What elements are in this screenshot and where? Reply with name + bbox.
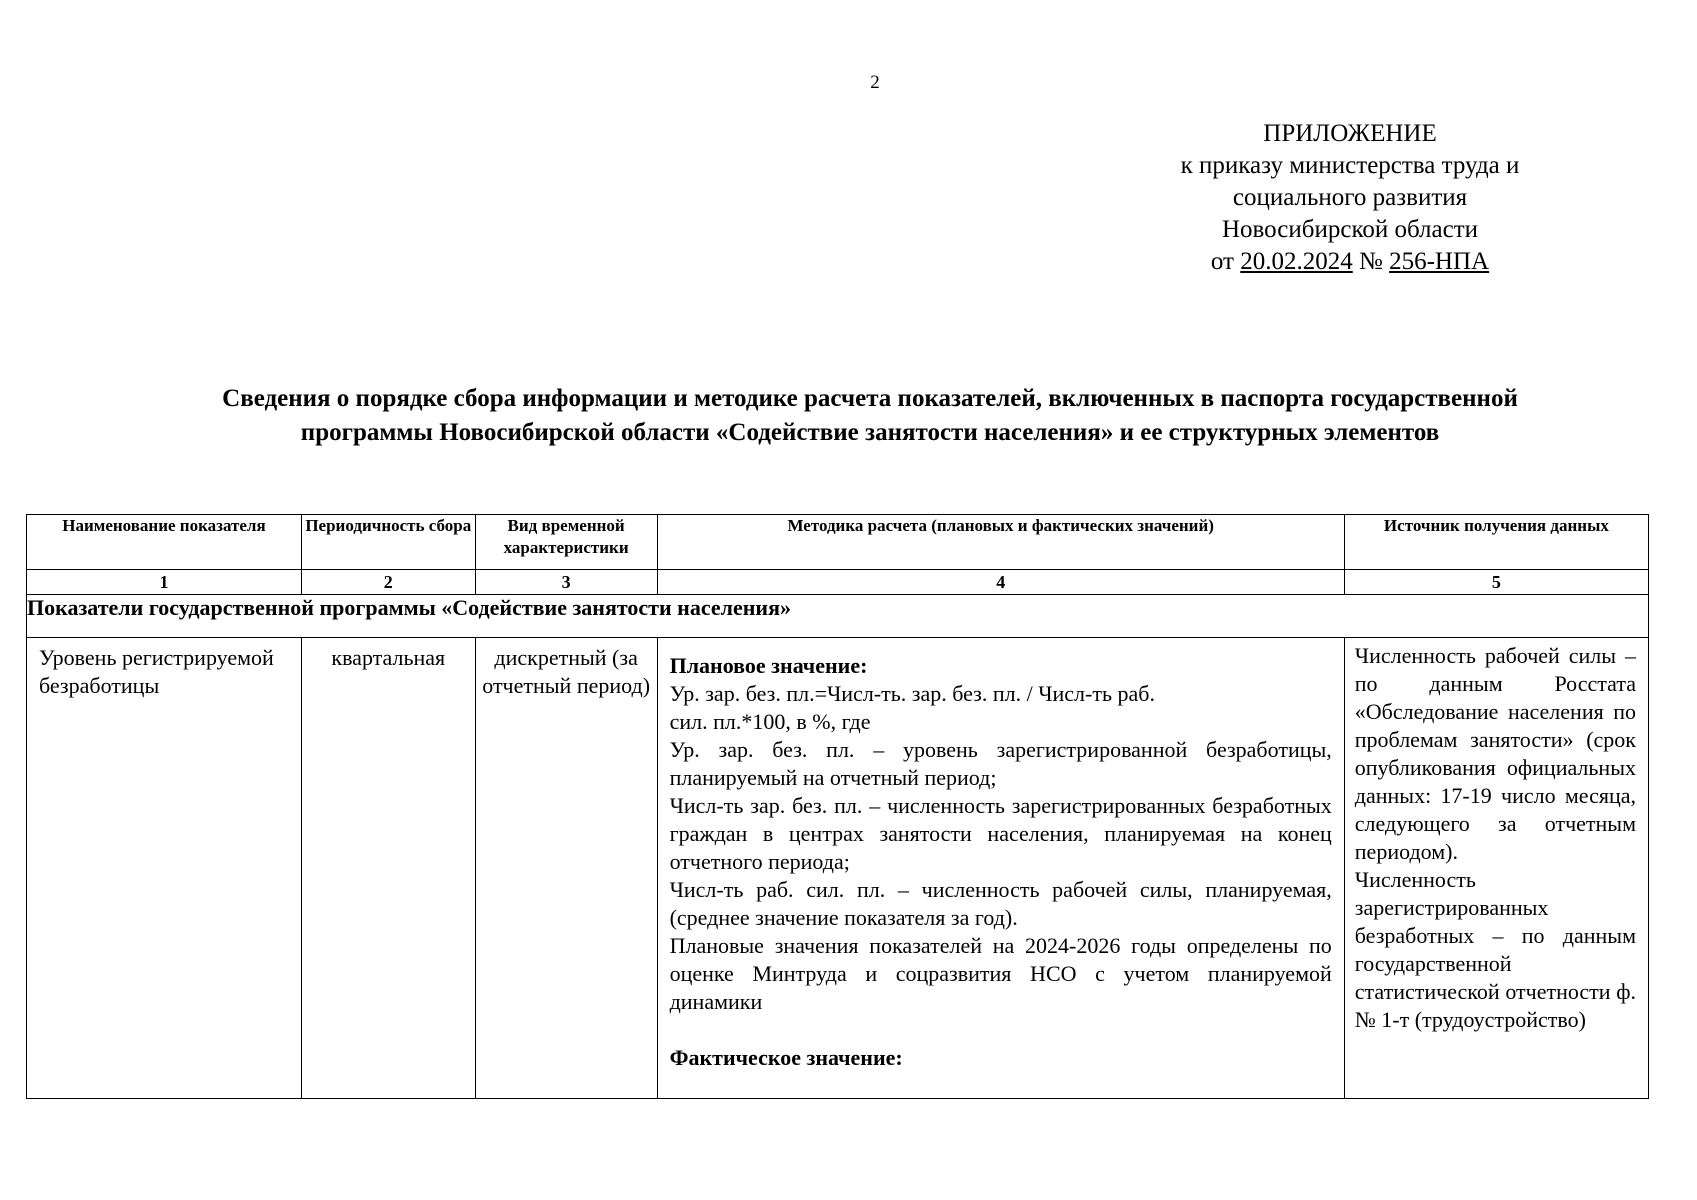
order-number: 256-НПА: [1389, 248, 1490, 275]
appendix-title: ПРИЛОЖЕНИЕ: [1263, 120, 1437, 147]
column-number: 5: [1344, 570, 1648, 595]
appendix-line-1: к приказу министерства труда и: [1180, 152, 1520, 179]
source-part-2: Численность зарегистрированных безработных – по данным государственной статистической отчетности ф. № 1-т (трудоустройство): [1354, 867, 1636, 1032]
appendix-order-line: [1160, 246, 1540, 278]
column-number: 2: [301, 570, 475, 595]
header-method: Методика расчета (плановых и фактических значений): [657, 515, 1344, 570]
number-sign: №: [1359, 248, 1383, 275]
indicators-table: [26, 514, 1649, 1099]
column-number: 4: [657, 570, 1344, 595]
column-numbers-row: [27, 570, 1649, 595]
source-cell: [1344, 638, 1648, 1099]
fact-heading: Фактическое значение:: [669, 1045, 903, 1070]
periodicity-cell: квартальная: [301, 638, 475, 1099]
appendix-line-3: Новосибирской области: [1221, 216, 1479, 243]
definition-1: Ур. зар. без. пл. – уровень зарегистрированной безработицы, планируемый на отчетный период;: [669, 737, 1332, 790]
header-periodicity: Периодичность сбора: [301, 515, 475, 570]
page-number: 2: [870, 72, 880, 93]
table-row: [27, 638, 1649, 1099]
header-time-type: Вид временной характеристики: [475, 515, 657, 570]
appendix-block: [1160, 118, 1540, 278]
appendix-line-2: социального развития: [1232, 184, 1468, 211]
formula-line-1: Ур. зар. без. пл.=Числ-ть. зар. без. пл. / Числ-ть раб.: [669, 681, 1155, 706]
definition-2: Числ-ть зар. без. пл. – численность зарегистрированных безработных граждан в центрах занятости населения, планируемая на конец отчетного периода;: [669, 793, 1332, 874]
section-title: Показатели государственной программы «Содействие занятости населения»: [27, 595, 1649, 638]
formula-line-2: сил. пл.*100, в %, где: [669, 709, 871, 734]
header-indicator-name: Наименование показателя: [27, 515, 302, 570]
document-title: [70, 382, 1670, 450]
header-source: Источник получения данных: [1344, 515, 1648, 570]
order-date: 20.02.2024: [1240, 248, 1353, 275]
column-number: 1: [27, 570, 302, 595]
plan-heading: Плановое значение:: [669, 653, 868, 678]
column-number: 3: [475, 570, 657, 595]
indicator-name-cell: Уровень регистрируемой безработицы: [27, 638, 302, 1099]
section-row: [27, 595, 1649, 638]
date-prefix: от: [1210, 248, 1234, 275]
table-header-row: [27, 515, 1649, 570]
method-cell: [657, 638, 1344, 1099]
document-title-line-1: Сведения о порядке сбора информации и методике расчета показателей, включенных в паспорта государственной: [222, 385, 1518, 412]
time-type-cell: дискретный (за отчетный период): [475, 638, 657, 1099]
plan-note: Плановые значения показателей на 2024-2026 годы определены по оценке Минтруда и соцразвития НСО с учетом планируемой динамики: [669, 933, 1332, 1014]
document-title-line-2: программы Новосибирской области «Содействие занятости населения» и ее структурных элементов: [300, 419, 1440, 446]
source-part-1: Численность рабочей силы – по данным Росстата «Обследование населения по проблемам занятости» (срок опубликования официальных данных: 17-19 число месяца, следующего за отчетным периодом).: [1354, 643, 1636, 864]
definition-3: Числ-ть раб. сил. пл. – численность рабочей силы, планируемая, (среднее значение показателя за год).: [669, 877, 1332, 930]
